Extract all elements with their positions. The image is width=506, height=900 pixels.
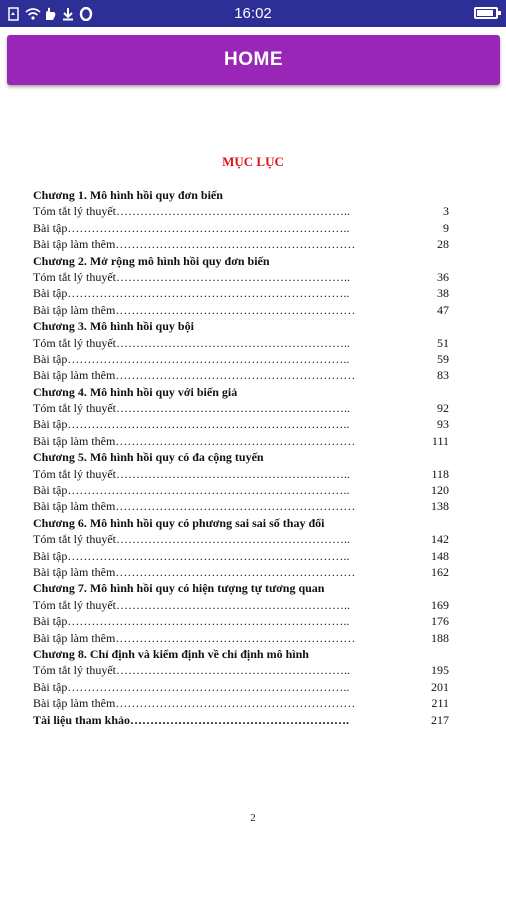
toc-entry (33, 433, 453, 449)
chapter-heading (33, 253, 453, 269)
chapter-heading (33, 646, 453, 662)
toc-entry-page: 59 (437, 351, 449, 366)
chapter-heading-label: Chương 4. Mô hình hồi quy với biến giả (33, 384, 238, 399)
toc-entry (33, 531, 453, 547)
toc-entry-label: Tóm tắt lý thuyết………………………………………………….. (33, 466, 350, 481)
toc-entry-page: 142 (431, 532, 449, 547)
toc-entry-label: Bài tập làm thêm…………………………………………………… (33, 433, 356, 448)
chapter-heading-label: Chương 1. Mô hình hồi quy đơn biến (33, 188, 223, 202)
chapter-heading-label: Chương 2. Mở rộng mô hình hồi quy đơn biến (33, 253, 270, 268)
chapter-heading (33, 449, 453, 465)
toc-entry-label: Tóm tắt lý thuyết………………………………………………….. (33, 663, 350, 678)
chapter-heading-label: Chương 8. Chỉ định và kiểm định về chỉ định mô hình (33, 646, 309, 661)
toc-entry-page: 120 (431, 483, 449, 498)
toc-entry-page: 195 (431, 663, 449, 678)
toc-entry (33, 416, 453, 432)
toc-entry-label: Bài tập làm thêm…………………………………………………… (33, 302, 356, 317)
battery-level (477, 10, 493, 16)
chapter-heading (33, 187, 453, 203)
toc-entry-page: 51 (437, 335, 449, 350)
toc-entry-label: Tóm tắt lý thuyết………………………………………………….. (33, 597, 350, 612)
chapter-heading-label: Chương 6. Mô hình hồi quy có phương sai sai số thay đổi (33, 515, 325, 530)
toc-entry-label: Bài tập…………………………………………………………….. (33, 679, 350, 694)
toc-entry (33, 597, 453, 613)
toc-entry (33, 367, 453, 383)
toc-entry (33, 695, 453, 711)
toc-entry-label: Bài tập làm thêm…………………………………………………… (33, 368, 356, 383)
toc-entry (33, 662, 453, 678)
toc-entry-label: Bài tập…………………………………………………………….. (33, 614, 350, 629)
toc-entry-label: Tóm tắt lý thuyết………………………………………………….. (33, 269, 350, 284)
toc-entry (33, 564, 453, 580)
clock: 16:02 (234, 5, 272, 22)
page-number: 2 (250, 812, 256, 824)
toc-entry (33, 466, 453, 482)
toc-entry-page: 148 (431, 548, 449, 563)
toc-entry (33, 351, 453, 367)
toc-entry-page: 83 (437, 368, 449, 383)
toc-entry (33, 220, 453, 236)
chapter-heading-label: Chương 5. Mô hình hồi quy có đa cộng tuyến (33, 450, 264, 465)
chapter-heading-label: Chương 3. Mô hình hồi quy bội (33, 319, 194, 334)
toc-entry-label: Bài tập…………………………………………………………….. (33, 351, 350, 366)
references-entry-page: 217 (431, 712, 449, 727)
toc-entry (33, 482, 453, 498)
toc-entry-label: Tóm tắt lý thuyết………………………………………………….. (33, 335, 350, 350)
toc-entry-page: 38 (437, 286, 449, 301)
toc-entry (33, 630, 453, 646)
toc-entry-page: 211 (431, 696, 449, 711)
toc-entry (33, 285, 453, 301)
toc-entry-page: 162 (431, 564, 449, 579)
chapter-heading (33, 580, 453, 596)
toc-entry-label: Bài tập…………………………………………………………….. (33, 417, 350, 432)
toc-entry-page: 47 (437, 302, 449, 317)
toc-entry (33, 302, 453, 318)
toc-entry (33, 679, 453, 695)
toc-entry-page: 3 (443, 204, 449, 219)
references-entry-label: Tài liệu tham khảo………………………………………………. (33, 712, 350, 727)
toc-entry-page: 176 (431, 614, 449, 629)
chapter-heading (33, 515, 453, 531)
home-button[interactable]: HOME (7, 35, 500, 85)
toc-entry-label: Bài tập làm thêm…………………………………………………… (33, 630, 356, 645)
toc-entry-label: Tóm tắt lý thuyết………………………………………………….. (33, 532, 350, 547)
chapter-heading (33, 318, 453, 334)
toc-entry-page: 188 (431, 630, 449, 645)
toc-entry-label: Bài tập…………………………………………………………….. (33, 483, 350, 498)
toc-entry-label: Bài tập làm thêm…………………………………………………… (33, 237, 356, 252)
toc-entry-label: Bài tập làm thêm…………………………………………………… (33, 564, 356, 579)
toc-entry-page: 118 (431, 466, 449, 481)
table-of-contents (33, 187, 453, 728)
toc-entry (33, 498, 453, 514)
toc-entry (33, 548, 453, 564)
toc-entry-page: 93 (437, 417, 449, 432)
toc-entry-label: Tóm tắt lý thuyết………………………………………………….. (33, 204, 350, 219)
toc-entry-label: Bài tập…………………………………………………………….. (33, 548, 350, 563)
toc-entry (33, 335, 453, 351)
toc-entry-label: Bài tập…………………………………………………………….. (33, 220, 350, 235)
toc-entry-page: 92 (437, 401, 449, 416)
toc-entry-label: Bài tập làm thêm…………………………………………………… (33, 696, 356, 711)
document-title: MỤC LỤC (222, 154, 284, 169)
toc-entry-page: 28 (437, 237, 449, 252)
toc-entry-page: 111 (431, 433, 449, 448)
toc-entry (33, 269, 453, 285)
toc-entry-label: Bài tập…………………………………………………………….. (33, 286, 350, 301)
status-bar (0, 0, 506, 27)
toc-entry-label: Bài tập làm thêm…………………………………………………… (33, 499, 356, 514)
references-entry (33, 712, 453, 728)
toc-entry-page: 138 (431, 499, 449, 514)
chapter-heading-label: Chương 7. Mô hình hồi quy có hiện tượng tự tương quan (33, 581, 325, 596)
toc-entry-page: 169 (431, 597, 449, 612)
toc-entry-page: 36 (437, 269, 449, 284)
chapter-heading (33, 384, 453, 400)
toc-entry-page: 9 (443, 220, 449, 235)
toc-entry (33, 203, 453, 219)
toc-entry (33, 400, 453, 416)
toc-entry-label: Tóm tắt lý thuyết………………………………………………….. (33, 401, 350, 416)
toc-entry-page: 201 (431, 679, 449, 694)
toc-entry (33, 613, 453, 629)
toc-entry (33, 236, 453, 252)
battery-icon (474, 7, 498, 19)
